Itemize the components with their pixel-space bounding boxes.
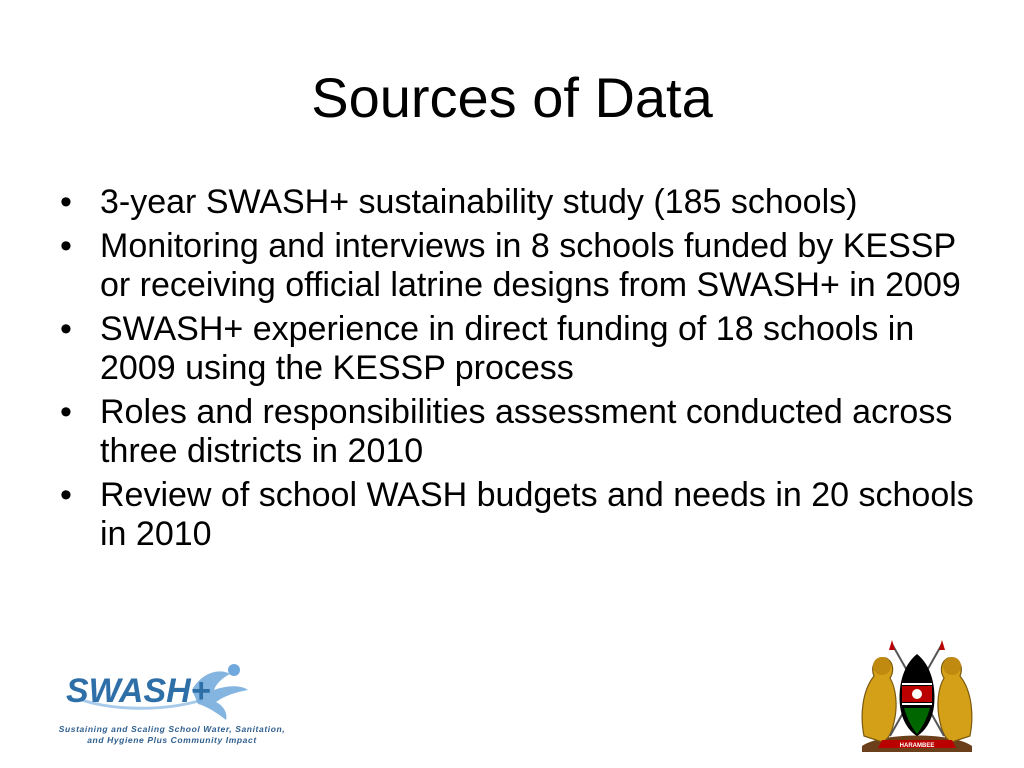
swash-tagline-2: and Hygiene Plus Community Impact (87, 735, 257, 745)
bullet-text: 3-year SWASH+ sustainability study (185 schools) (100, 183, 858, 221)
list-item (60, 393, 980, 471)
list-item (60, 227, 980, 305)
bullet-dot: • (60, 476, 72, 514)
bullet-dot: • (60, 183, 72, 221)
kenya-coat-of-arms-icon (852, 636, 982, 756)
bullet-dot: • (60, 393, 72, 431)
bullet-text: Monitoring and interviews in 8 schools funded by KESSP or receiving official latrine designs from SWASH+ in 2009 (100, 227, 961, 304)
bullet-text: SWASH+ experience in direct funding of 18 schools in 2009 using the KESSP process (100, 310, 915, 387)
coat-motto: HARAMBEE (899, 743, 935, 749)
list-item (60, 183, 980, 222)
swash-wordmark-icon (52, 660, 292, 724)
swash-tagline-1: Sustaining and Scaling School Water, Sanitation, (58, 724, 286, 734)
bullet-list (60, 183, 980, 559)
swash-wordmark: SWASH+ (66, 672, 211, 710)
bullet-text: Roles and responsibilities assessment conducted across three districts in 2010 (100, 393, 953, 470)
slide-title: Sources of Data (311, 66, 713, 129)
swash-logo (52, 660, 292, 750)
bullet-text: Review of school WASH budgets and needs in 20 schools in 2010 (100, 476, 974, 553)
bullet-dot: • (60, 310, 72, 348)
list-item (60, 310, 980, 388)
bullet-dot: • (60, 227, 72, 265)
list-item (60, 476, 980, 554)
